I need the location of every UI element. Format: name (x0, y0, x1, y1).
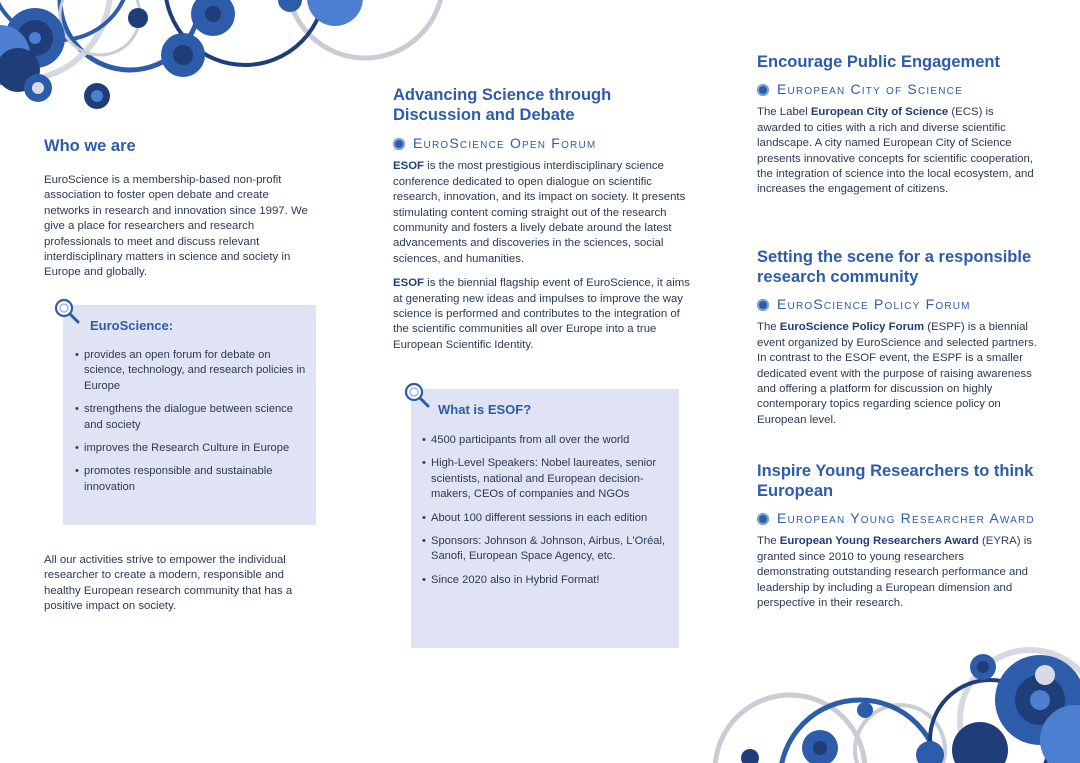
magnifier-icon (403, 381, 431, 409)
heading-esof: Advancing Science through Discussion and Debate (393, 86, 612, 124)
heading-responsible-research: Setting the scene for a responsible research community (757, 248, 1032, 286)
dot-icon (393, 138, 405, 150)
young-researcher-award-paragraph: The European Young Researchers Award (EYRA) is granted since 2010 to young researchers demonstrating outstanding research performance and leadership by including a European dimension and perspective in their research. (757, 535, 1032, 610)
box-title-esof: What is ESOF? (438, 402, 532, 417)
euroscience-list (75, 348, 307, 503)
subheading-esof: EuroScience Open Forum (393, 136, 698, 151)
column-esof (393, 85, 698, 353)
column-who-we-are (44, 136, 312, 281)
section-city-of-science (757, 52, 1037, 198)
list-item: • Since 2020 also in Hybrid Format! (422, 573, 670, 588)
dot-icon (757, 84, 769, 96)
intro-paragraph: EuroScience is a membership-based non-profit association to foster open debate and create networks in research and innovation since 1997. We give a place for researchers and research professionals to meet and discuss relevant interdisciplinary matters in science and society in Europe and globally. (44, 174, 308, 279)
euroscience-box (63, 305, 316, 525)
dot-icon (757, 513, 769, 525)
heading-public-engagement: Encourage Public Engagement (757, 53, 1000, 71)
list-item: • High-Level Speakers: Nobel laureates, senior scientists, national and European decision-makers, CEOs of companies and NGOs (422, 456, 670, 502)
esof-box (411, 389, 679, 648)
list-item: • strengthens the dialogue between science and society (75, 402, 307, 433)
box-title-euroscience: EuroScience: (90, 318, 174, 333)
outro-block (44, 553, 316, 615)
outro-paragraph: All our activities strive to empower the individual researcher to create a modern, responsible and healthy European research community that has a positive impact on society. (44, 554, 293, 613)
list-item: • promotes responsible and sustainable innovation (75, 464, 307, 495)
dot-icon (757, 299, 769, 311)
list-item: • About 100 different sessions in each edition (422, 511, 670, 526)
list-item: • 4500 participants from all over the world (422, 433, 670, 448)
policy-forum-paragraph: The EuroScience Policy Forum (ESPF) is a biennial event organized by EuroScience and selected partners. In contrast to the ESOF event, the ESPF is a smaller dedicated event with the purpose of raising awareness and offering a platform for discussion on highly contemporary topics regarding science policy on European level. (757, 321, 1037, 426)
subheading-policy-forum: EuroScience Policy Forum (757, 297, 1037, 312)
heading-who-we-are: Who we are (44, 137, 136, 155)
subheading-city-of-science: European City of Science (757, 82, 1037, 97)
list-item: • provides an open forum for debate on science, technology, and research policies in Europe (75, 348, 307, 394)
list-item: • Sponsors: Johnson & Johnson, Airbus, L'Oréal, Sanofi, European Space Agency, etc. (422, 534, 670, 565)
esof-paragraph-1: ESOF is the most prestigious interdisciplinary science conference dedicated to open dialogue on scientific research, innovation, and its impact on society. It presents stimulating content coming straight out of the research community and fosters a lively debate around the latest advancements and discoveries in the sciences, social sciences, and humanities. (393, 160, 686, 265)
subheading-young-researcher-award: European Young Researcher Award (757, 511, 1037, 526)
section-young-researcher-award (757, 461, 1037, 611)
decorative-circles-bottom (600, 630, 1080, 763)
decorative-circles-top (0, 0, 450, 120)
city-of-science-paragraph: The Label European City of Science (ECS) is awarded to cities with a rich and diverse scientific landscape. A city named European City of Science presents innovative concepts for scientific cooperation, the integration of science into the local ecosystem, and increases the engagement of citizens. (757, 106, 1034, 196)
esof-paragraph-2: ESOF is the biennial flagship event of EuroScience, it aims at generating new ideas and impulses to improve the way science is performed and contributes to the integration of the scientific communities all over Europe into a true European Scientific Identity. (393, 277, 690, 351)
esof-list (422, 433, 670, 596)
heading-young-researchers: Inspire Young Researchers to think European (757, 462, 1034, 500)
magnifier-icon (53, 297, 81, 325)
list-item: • improves the Research Culture in Europe (75, 441, 307, 456)
section-policy-forum (757, 247, 1037, 428)
